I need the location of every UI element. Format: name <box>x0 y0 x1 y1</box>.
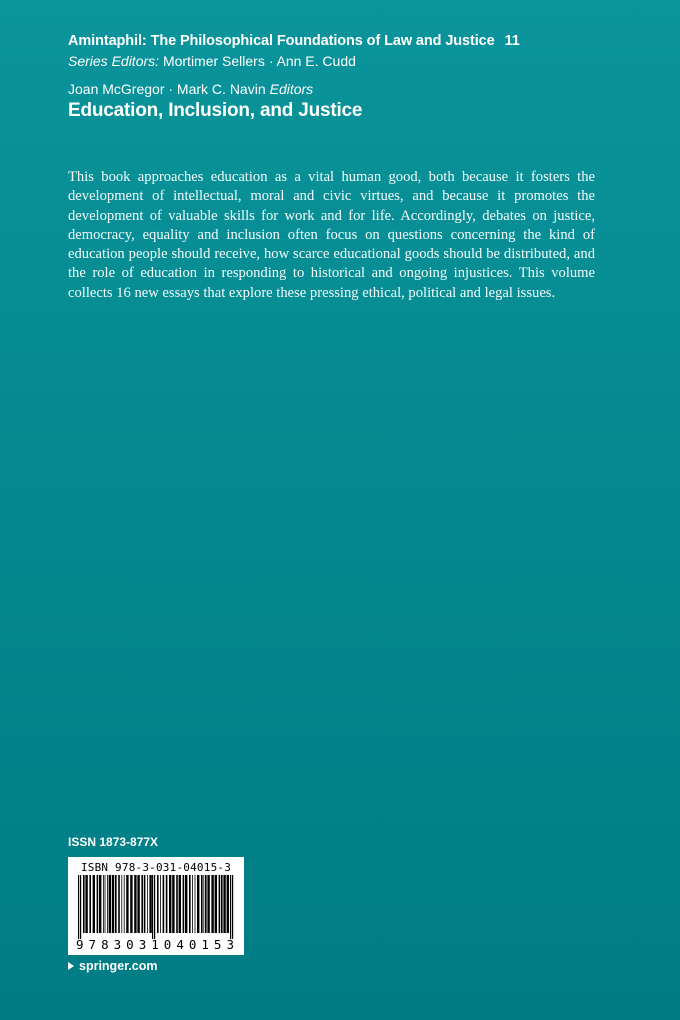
barcode-bar <box>103 875 104 933</box>
barcode-bar <box>137 875 139 933</box>
barcode-bar <box>169 875 171 933</box>
barcode-guard-bar <box>154 875 155 939</box>
series-volume: 11 <box>504 33 520 49</box>
barcode-bar <box>105 875 106 933</box>
barcode-guard-bar <box>80 875 81 939</box>
barcode-bar <box>185 875 187 933</box>
barcode-bar <box>147 875 148 933</box>
isbn-text: ISBN 978-3-031-04015-3 <box>80 861 232 874</box>
barcode-bar <box>163 875 165 933</box>
barcode-guard-bar <box>232 875 233 939</box>
barcode-bar <box>112 875 114 933</box>
header <box>68 33 648 122</box>
barcode-bar <box>172 875 174 933</box>
barcode-bar <box>189 875 191 933</box>
barcode-bar <box>109 875 111 933</box>
barcode-bar <box>205 875 207 933</box>
barcode-bar <box>130 875 132 933</box>
barcode-bar <box>176 875 178 933</box>
series-line <box>68 33 648 49</box>
barcode-bar <box>93 875 95 933</box>
series-editors-label: Series Editors: <box>68 53 160 69</box>
barcode-bar <box>157 875 159 933</box>
barcode-bar <box>83 875 85 933</box>
barcode-bar <box>118 875 120 933</box>
barcode-bar <box>192 875 193 933</box>
barcode-bar <box>179 875 181 933</box>
barcode <box>68 857 244 955</box>
blurb: This book approaches education as a vital human good, both because it fosters the development of intellectual, moral and civic virtues, and because it promotes the development of valuable skills for work and for life. Accordingly, debates on justice, democracy, equality and inclusion often focus on questions concerning the kind of education people should receive, how scarce educational goods should be distributed, and the role of education in responding to historical and ongoing injustices. This volume collects 16 new essays that explore these pressing ethical, political and legal issues. <box>68 169 595 301</box>
barcode-bar <box>144 875 146 933</box>
barcode-bar <box>207 875 209 933</box>
barcode-guard-bar <box>78 875 79 939</box>
barcode-bar <box>197 875 199 933</box>
book-authors: Joan McGregor · Mark C. Navin <box>68 81 266 97</box>
barcode-bar <box>141 875 143 933</box>
barcode-bar <box>160 875 161 933</box>
publisher-url: springer.com <box>79 959 158 973</box>
barcode-bar <box>107 875 108 933</box>
barcode-bar <box>97 875 99 933</box>
barcode-bar <box>219 875 221 933</box>
barcode-bars <box>74 875 238 953</box>
issn: ISSN 1873-877X <box>68 835 159 849</box>
barcode-bar <box>195 875 196 933</box>
book-role: Editors <box>269 81 314 97</box>
barcode-bar <box>203 875 204 933</box>
barcode-bar <box>221 875 223 933</box>
barcode-bar <box>215 875 217 933</box>
series-editors-line <box>68 53 648 69</box>
barcode-bar <box>201 875 203 933</box>
barcode-bar <box>115 875 117 933</box>
barcode-bar <box>89 875 91 933</box>
barcode-bar <box>183 875 185 933</box>
barcode-bar <box>126 875 128 933</box>
barcode-bar <box>124 875 125 933</box>
barcode-bar <box>223 875 225 933</box>
barcode-bar <box>149 875 151 933</box>
barcode-bar <box>211 875 213 933</box>
book-editors-line <box>68 81 648 97</box>
barcode-digits: 9783031040153 <box>76 937 234 952</box>
barcode-bar <box>85 875 87 933</box>
barcode-bar <box>166 875 168 933</box>
barcode-bar <box>99 875 101 933</box>
barcode-bar <box>134 875 136 933</box>
publisher-link[interactable] <box>68 959 158 973</box>
series-title: Amintaphil: The Philosophical Foundations of Law and Justice <box>68 33 495 49</box>
series-editors: Mortimer Sellers · Ann E. Cudd <box>162 53 356 69</box>
barcode-guard-bar <box>230 875 231 939</box>
book-title: Education, Inclusion, and Justice <box>68 100 363 121</box>
barcode-bar <box>121 875 122 933</box>
barcode-guard-bar <box>152 875 153 939</box>
arrow-right-icon <box>68 962 74 970</box>
barcode-bar <box>227 875 229 933</box>
